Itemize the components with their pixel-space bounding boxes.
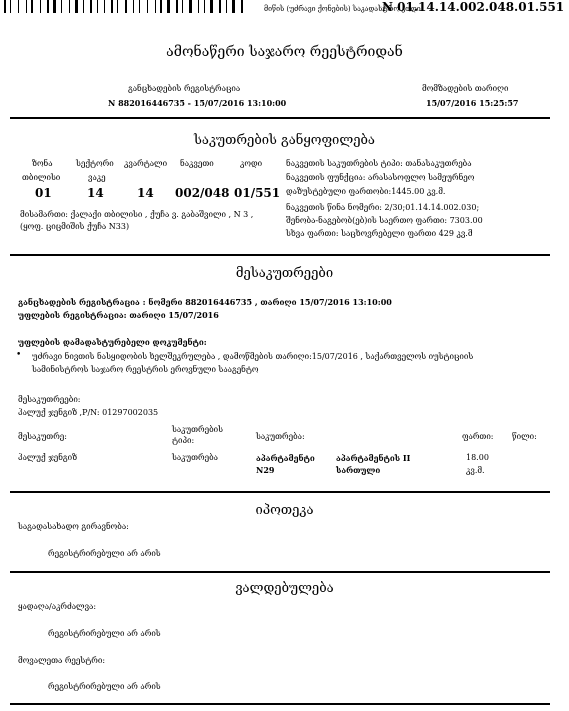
previous-number: ნაკვეთის წინა ნომერი: 2/30;01.14.14.002.030; [286, 203, 480, 212]
barcode-bar [200, 0, 202, 13]
barcode-bar [53, 0, 56, 13]
barcode-bar [81, 0, 82, 13]
declared-area: დაზუსტებული ფართობი:1445.00 კვ.მ. [286, 187, 446, 196]
owners-right-registration: უფლების რეგისტრაცია: თარიღი 15/07/2016 [18, 310, 219, 320]
barcode-bar [69, 0, 70, 13]
barcode-bar [222, 0, 224, 13]
debtors-label: მოვალეთა რეესტრი: [18, 656, 106, 665]
th-area: ფართი: [462, 432, 494, 441]
mortgage-label: საგადასახადო გირავნობა: [18, 522, 129, 531]
th-share: წილი: [512, 432, 537, 441]
sector-name: ვაკე [88, 173, 106, 182]
col-sector: სექტორი [76, 159, 114, 168]
row-property-1: აპარტამენტი [256, 453, 315, 463]
barcode-bar [226, 0, 227, 13]
owner-id: ჰალუქ ჯენგიზ ,P/N: 01297002035 [18, 408, 159, 417]
barcode-caption: მიწის (უძრავი ქონების) საკადასტრო კოდი [264, 5, 421, 13]
barcode-bar [101, 0, 104, 13]
divider [10, 117, 550, 119]
barcode-bar [165, 0, 166, 13]
barcode-bar [215, 0, 216, 13]
barcode-bar [230, 0, 231, 13]
barcode-bar [182, 0, 183, 13]
barcode-bar [133, 0, 134, 13]
barcode-bar [117, 0, 118, 13]
row-property-1b: N29 [256, 465, 275, 475]
barcode-bar [64, 0, 66, 13]
barcode-bar [40, 0, 41, 13]
barcode-bar [21, 0, 23, 13]
barcode-bar [104, 0, 105, 13]
seizure-label: ყადაღა/აკრძალვა: [18, 602, 97, 611]
barcode-bar [241, 0, 243, 13]
val-sector: 14 [87, 186, 104, 200]
barcode-bar [18, 0, 19, 13]
barcode-bar [31, 0, 33, 13]
barcode-bar [61, 0, 62, 13]
barcode-bar [114, 0, 115, 13]
th-type: საკუთრების ტიპი: [172, 425, 223, 445]
val-code: 01/551 [234, 186, 281, 200]
other-area: სხვა ფართი: საცხოვრებელი ფართი 429 კვ.მ [286, 229, 473, 238]
col-quarter: კვარტალი [124, 159, 168, 168]
barcode-bar [150, 0, 152, 13]
barcode-bar [194, 0, 195, 13]
row-owner: ჰალუქ ჯენგიზ [18, 453, 78, 462]
registration-value: N 882016446735 - 15/07/2016 13:10:00 [108, 98, 287, 108]
cadastral-code: N 01.14.14.002.048.01.551 [382, 0, 565, 14]
barcode-bar [208, 0, 209, 13]
building-area: შენობა-ნაგებობ(ებ)ის საერთო ფართი: 7303.00 [286, 216, 483, 225]
barcode-bar [14, 0, 17, 13]
basis-line-2: სამინისტროს საჯარო რეესტრის ეროვნული სააგენტო [32, 365, 259, 374]
basis-label: უფლების დამადასტურებელი დოკუმენტი: [18, 337, 207, 347]
barcode-bar [143, 0, 146, 13]
barcode-bar [198, 0, 199, 13]
bullet-icon: • [16, 350, 22, 360]
barcode [4, 0, 244, 13]
prepared-value: 15/07/2016 15:25:57 [426, 98, 519, 108]
row-area-unit: კვ.მ. [466, 466, 485, 475]
barcode-bar [7, 0, 8, 13]
divider [10, 703, 550, 705]
barcode-bar [186, 0, 188, 13]
barcode-bar [28, 0, 29, 13]
barcode-bar [189, 0, 192, 13]
mortgage-section-title: იპოთეკა [255, 503, 314, 518]
barcode-bar [176, 0, 178, 13]
barcode-bar [97, 0, 98, 13]
barcode-bar [43, 0, 44, 13]
obligations-section-title: ვალდებულება [235, 581, 334, 596]
address-former: (ყოფ. ციცმიშის ქუჩა N33) [20, 222, 130, 231]
col-zone: ზონა [32, 159, 53, 168]
document-title: ამონაწერი საჯარო რეესტრიდან [166, 44, 403, 60]
barcode-bar [219, 0, 221, 13]
parcel-function: ნაკვეთის ფუნქცია: არასასოფლო სამეურნეო [286, 173, 475, 182]
divider [10, 254, 550, 256]
barcode-bar [75, 0, 78, 13]
barcode-bar [155, 0, 156, 13]
barcode-bar [83, 0, 84, 13]
barcode-bar [71, 0, 73, 13]
val-parcel: 002/048 [175, 186, 230, 200]
barcode-bar [10, 0, 11, 13]
th-owner: მესაკუთრე: [18, 432, 67, 441]
ownership-type: ნაკვეთის საკუთრების ტიპი: თანასაკუთრება [286, 159, 472, 168]
owners-section-title: მესაკუთრეები [235, 266, 334, 281]
barcode-bar [167, 0, 170, 13]
row-area: 18.00 [466, 453, 489, 462]
barcode-bar [107, 0, 108, 13]
barcode-bar [210, 0, 213, 13]
barcode-bar [86, 0, 87, 13]
prepared-label: მომზადების თარიღი [422, 84, 509, 93]
barcode-bar [172, 0, 173, 13]
owners-label: მესაკუთრეები: [18, 395, 81, 404]
address: მისამართი: ქალაქი თბილისი , ქუჩა ვ. გაბაშვილი , N 3 , [20, 210, 254, 219]
seizure-value: რეგისტრირებული არ არის [48, 629, 161, 638]
debtors-value: რეგისტრირებული არ არის [48, 682, 161, 691]
val-quarter: 14 [137, 186, 154, 200]
barcode-bar [135, 0, 137, 13]
barcode-bar [50, 0, 51, 13]
divider [10, 571, 550, 573]
row-type: საკუთრება [172, 453, 218, 462]
barcode-bar [111, 0, 113, 13]
barcode-bar [179, 0, 180, 13]
barcode-bar [204, 0, 205, 13]
barcode-bar [232, 0, 235, 13]
col-code: კოდი [240, 159, 263, 168]
barcode-bar [4, 0, 6, 13]
barcode-bar [93, 0, 95, 13]
basis-line-1: უძრავი ნივთის ნასყიდობის ხელშეკრულება , დამოწმების თარიღი:15/07/2016 , საქართველოს იუსტიციის [32, 352, 474, 361]
registration-label: განცხადების რეგისტრაცია [128, 84, 241, 93]
divider [10, 491, 550, 493]
row-property-2: აპარტამენტის II [336, 453, 411, 463]
barcode-bar [157, 0, 158, 13]
th-property: საკუთრება: [256, 432, 305, 441]
barcode-bar [160, 0, 162, 13]
barcode-bar [129, 0, 130, 13]
row-property-2b: სართული [336, 465, 381, 475]
barcode-bar [139, 0, 140, 13]
val-zone: 01 [35, 186, 52, 200]
mortgage-value: რეგისტრირებული არ არის [48, 549, 161, 558]
barcode-bar [26, 0, 27, 13]
barcode-bar [47, 0, 49, 13]
barcode-bar [147, 0, 148, 13]
barcode-bar [125, 0, 127, 13]
col-parcel: ნაკვეთი [180, 159, 214, 168]
owners-app-registration: განცხადების რეგისტრაცია : ნომერი 882016446735 , თარიღი 15/07/2016 13:10:00 [18, 297, 392, 307]
property-section-title: საკუთრების განყოფილება [194, 133, 375, 148]
barcode-bar [237, 0, 238, 13]
barcode-bar [59, 0, 60, 13]
barcode-bar [121, 0, 124, 13]
zone-name: თბილისი [22, 173, 61, 182]
barcode-bar [90, 0, 92, 13]
barcode-bar [36, 0, 39, 13]
